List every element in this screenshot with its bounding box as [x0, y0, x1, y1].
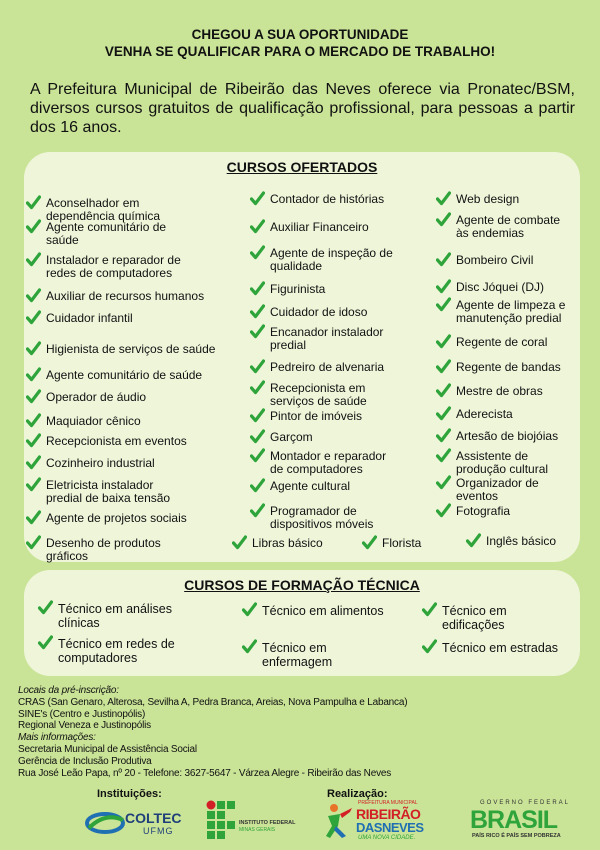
info-label-mais: Mais informações:	[18, 732, 96, 744]
checkmark-icon	[250, 245, 265, 260]
course-label: Montador e reparador de computadores	[270, 449, 387, 476]
checkmark-icon	[436, 406, 451, 421]
course-label: Bombeiro Civil	[456, 253, 534, 267]
course-item	[466, 535, 566, 548]
technical-title: CURSOS DE FORMAÇÃO TÉCNICA	[184, 577, 420, 593]
course-item	[26, 479, 176, 505]
checkmark-icon	[242, 602, 257, 617]
course-item	[436, 299, 566, 325]
course-item	[250, 450, 400, 476]
info-block	[18, 685, 407, 779]
course-label: Pintor de imóveis	[270, 409, 363, 423]
checkmark-icon	[250, 359, 265, 374]
checkmark-icon	[26, 252, 41, 267]
course-label: Agente de combate às endemias	[456, 213, 561, 240]
course-item	[436, 193, 566, 206]
course-label: Organizador de eventos	[456, 476, 539, 503]
course-label: Fotografia	[456, 504, 511, 518]
coltec-logo	[85, 806, 185, 840]
course-label: Programador de dispositivos móveis	[270, 504, 374, 531]
course-item	[26, 312, 186, 325]
checkmark-icon	[26, 413, 41, 428]
course-label: Garçom	[270, 430, 313, 444]
course-label: Maquiador cênico	[46, 414, 141, 428]
course-item	[26, 457, 186, 470]
checkmark-icon	[242, 639, 257, 654]
checkmark-icon	[26, 389, 41, 404]
checkmark-icon	[436, 334, 451, 349]
brasil-text: BRASIL	[470, 806, 558, 834]
info-line: Secretaria Municipal de Assistência Social	[18, 743, 197, 755]
ribeirao-das-neves-logo	[324, 800, 434, 844]
course-item	[436, 385, 566, 398]
course-item	[436, 281, 566, 294]
course-item	[436, 450, 566, 476]
course-label: Assistente de produção cultural	[456, 449, 549, 476]
checkmark-icon	[250, 324, 265, 339]
checkmark-icon	[436, 475, 451, 490]
gov-text: GOVERNO FEDERAL	[480, 800, 571, 806]
course-item	[250, 505, 410, 531]
checkmark-icon	[436, 191, 451, 206]
headline-line-1: CHEGOU A SUA OPORTUNIDADE	[191, 27, 409, 42]
course-item	[436, 214, 566, 240]
course-label: Aconselhador em dependência química	[46, 196, 161, 223]
checkmark-icon	[422, 639, 437, 654]
course-label: Instalador e reparador de redes de computadores	[46, 253, 181, 280]
course-item	[436, 408, 566, 421]
course-label: Operador de áudio	[46, 390, 147, 404]
course-label: Artesão de biojóias	[456, 429, 559, 443]
course-item	[38, 637, 198, 665]
checkmark-icon	[436, 428, 451, 443]
brasil-governo-logo	[470, 800, 585, 844]
course-item	[26, 290, 226, 303]
checkmark-icon	[26, 367, 41, 382]
checkmark-icon	[436, 448, 451, 463]
course-label: Agente de inspeção de qualidade	[270, 246, 393, 273]
checkmark-icon	[466, 533, 481, 548]
ifmg-logo	[206, 800, 296, 844]
instituicoes-label: Instituições:	[97, 788, 162, 800]
checkmark-icon	[250, 448, 265, 463]
ifmg-text-1: INSTITUTO FEDERAL	[239, 820, 296, 826]
course-label: Auxiliar de recursos humanos	[46, 289, 205, 303]
course-item	[436, 361, 566, 374]
checkmark-icon	[436, 503, 451, 518]
ifmg-text-2: MINAS GERAIS	[239, 827, 276, 833]
course-item	[250, 431, 400, 444]
course-label: Higienista de serviços de saúde	[46, 342, 216, 356]
course-item	[250, 382, 400, 408]
course-item	[250, 326, 400, 352]
course-label: Técnico em estradas	[442, 641, 559, 655]
checkmark-icon	[250, 304, 265, 319]
course-item	[26, 221, 176, 247]
course-item	[250, 283, 400, 296]
course-label: Técnico em redes de computadores	[58, 637, 175, 665]
checkmark-icon	[250, 478, 265, 493]
info-line: Gerência de Inclusão Produtiva	[18, 755, 152, 767]
checkmark-icon	[436, 359, 451, 374]
course-label: Libras básico	[252, 536, 323, 550]
intro-paragraph: A Prefeitura Municipal de Ribeirão das Neves oferece via Pronatec/BSM, diversos cursos gratuitos de qualificação profissional, para pessoas a partir dos 16 anos.	[30, 81, 575, 136]
brasil-slogan: PAÍS RICO É PAÍS SEM POBREZA	[472, 833, 561, 839]
checkmark-icon	[250, 191, 265, 206]
neves-small-text: PREFEITURA MUNICIPAL	[358, 800, 418, 806]
info-label-pre-inscricao: Locais da pré-inscrição:	[18, 685, 119, 696]
course-label: Contador de histórias	[270, 192, 385, 206]
course-label: Disc Jóquei (DJ)	[456, 280, 545, 294]
course-label: Cuidador infantil	[46, 311, 133, 325]
course-label: Recepcionista em serviços de saúde	[270, 381, 367, 408]
checkmark-icon	[26, 310, 41, 325]
checkmark-icon	[26, 455, 41, 470]
course-item	[26, 435, 206, 448]
course-item	[250, 221, 400, 234]
course-item	[362, 537, 442, 550]
course-item	[26, 391, 206, 404]
checkmark-icon	[38, 600, 53, 615]
ifmg-grid-icon	[206, 800, 236, 842]
course-label: Mestre de obras	[456, 384, 543, 398]
checkmark-icon	[436, 279, 451, 294]
info-line: Regional Veneza e Justinopólis	[18, 720, 151, 732]
checkmark-icon	[26, 288, 41, 303]
checkmark-icon	[26, 219, 41, 234]
neves-text-2: DASNEVES	[356, 820, 424, 835]
course-item	[250, 480, 400, 493]
checkmark-icon	[26, 535, 41, 550]
course-item	[436, 505, 566, 518]
checkmark-icon	[250, 408, 265, 423]
neves-figure-icon	[324, 802, 354, 842]
course-item	[250, 361, 400, 374]
course-item	[242, 604, 392, 618]
courses-title: CURSOS OFERTADOS	[226, 159, 378, 175]
course-label: Cuidador de idoso	[270, 305, 368, 319]
course-label: Regente de coral	[456, 335, 548, 349]
course-label: Técnico em edificações	[442, 604, 507, 632]
checkmark-icon	[250, 503, 265, 518]
checkmark-icon	[26, 510, 41, 525]
course-label: Eletricista instalador predial de baixa tensão	[46, 478, 171, 505]
checkmark-icon	[362, 535, 377, 550]
headline-line-2: VENHA SE QUALIFICAR PARA O MERCADO DE TRABALHO!	[104, 44, 496, 59]
course-item	[26, 512, 206, 525]
course-item	[26, 254, 196, 280]
course-label: Florista	[382, 536, 422, 550]
course-item	[422, 641, 572, 655]
checkmark-icon	[26, 341, 41, 356]
checkmark-icon	[232, 535, 247, 550]
course-label: Encanador instalador predial	[270, 325, 384, 352]
checkmark-icon	[436, 212, 451, 227]
neves-text-1: RIBEIRÃO	[356, 806, 421, 822]
course-label: Agente de limpeza e manutenção predial	[456, 298, 566, 325]
course-item	[422, 604, 572, 632]
course-item	[232, 537, 342, 550]
realizacao-label: Realização:	[327, 788, 388, 800]
checkmark-icon	[38, 635, 53, 650]
course-label: Agente de projetos sociais	[46, 511, 187, 525]
course-label: Auxiliar Financeiro	[270, 220, 369, 234]
info-line: Rua José Leão Papa, nº 20 - Telefone: 3627-5647 - Várzea Alegre - Ribeirão das Neves	[18, 767, 392, 779]
course-item	[250, 410, 400, 423]
course-item	[26, 537, 176, 563]
course-item	[436, 254, 566, 267]
course-item	[26, 415, 186, 428]
course-item	[26, 343, 226, 356]
course-label: Agente comunitário de saúde	[46, 368, 203, 382]
course-label: Inglês básico	[486, 534, 557, 548]
course-label: Web design	[456, 192, 520, 206]
course-label: Cozinheiro industrial	[46, 456, 155, 470]
course-item	[250, 193, 400, 206]
neves-text-3: UMA NOVA CIDADE.	[358, 835, 416, 841]
course-label: Agente cultural	[270, 479, 351, 493]
course-item	[38, 602, 188, 630]
course-label: Pedreiro de alvenaria	[270, 360, 385, 374]
course-item	[250, 247, 400, 273]
info-line: CRAS (San Genaro, Alterosa, Sevilha A, Pedra Branca, Areias, Nova Pampulha e Labanca)	[18, 696, 408, 708]
course-label: Aderecista	[456, 407, 513, 421]
checkmark-icon	[250, 380, 265, 395]
course-item	[436, 430, 566, 443]
course-label: Técnico em alimentos	[262, 604, 384, 618]
course-item	[436, 336, 566, 349]
course-label: Figurinista	[270, 282, 326, 296]
checkmark-icon	[250, 219, 265, 234]
course-label: Desenho de produtos gráficos	[46, 536, 161, 563]
course-item	[242, 641, 392, 669]
course-label: Técnico em enfermagem	[262, 641, 333, 669]
checkmark-icon	[436, 252, 451, 267]
course-item	[26, 369, 226, 382]
coltec-swoosh-icon	[85, 808, 125, 838]
checkmark-icon	[250, 429, 265, 444]
checkmark-icon	[436, 383, 451, 398]
course-item	[250, 306, 400, 319]
checkmark-icon	[26, 195, 41, 210]
coltec-text: COLTEC	[125, 810, 182, 826]
info-line: SINE's (Centro e Justinopólis)	[18, 708, 146, 720]
checkmark-icon	[422, 602, 437, 617]
course-label: Recepcionista em eventos	[46, 434, 187, 448]
checkmark-icon	[26, 477, 41, 492]
course-item	[436, 477, 576, 503]
checkmark-icon	[26, 433, 41, 448]
checkmark-icon	[436, 297, 451, 312]
course-label: Regente de bandas	[456, 360, 561, 374]
course-label: Técnico em análises clínicas	[58, 602, 172, 630]
course-label: Agente comunitário de saúde	[46, 220, 167, 247]
checkmark-icon	[250, 281, 265, 296]
ufmg-text: UFMG	[143, 826, 174, 836]
